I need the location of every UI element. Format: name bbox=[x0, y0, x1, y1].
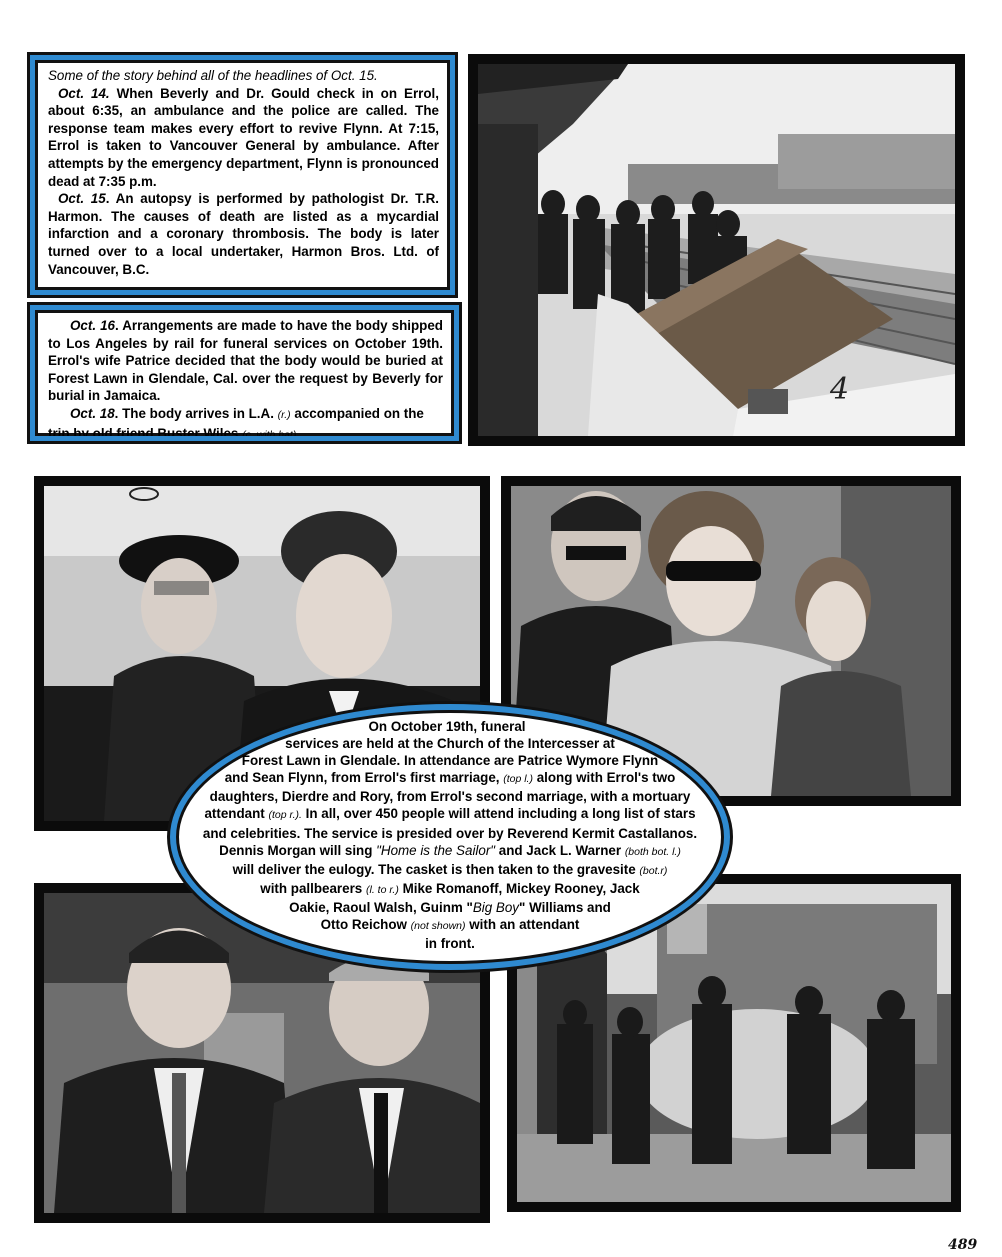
caption-line-11 bbox=[180, 899, 720, 916]
caption-line-8 bbox=[180, 842, 720, 861]
caption-line-9a: will deliver the eulogy. The casket is then taken to the gravesite bbox=[232, 861, 640, 877]
caption-line-7: and celebrities. The service is presided over by Reverend Kermit Castallanos. bbox=[202, 825, 698, 841]
caption-line-11a: Oakie, Raoul Walsh, Guinm " bbox=[289, 899, 473, 915]
oct18-note-right: (r.) bbox=[277, 408, 291, 421]
caption-line-10a: with pallbearers bbox=[260, 880, 366, 896]
oct18-text: . The body arrives in L.A. bbox=[114, 405, 278, 421]
caption-line-9 bbox=[180, 861, 720, 880]
date-oct18: Oct. 18 bbox=[70, 405, 115, 421]
funeral-caption-text bbox=[180, 718, 720, 952]
caption-note-top-right: (top r.). bbox=[268, 809, 302, 822]
caption-line-6 bbox=[180, 805, 720, 824]
caption-nickname: Big Boy bbox=[472, 899, 520, 915]
caption-note-top-left: (top l.) bbox=[503, 773, 533, 786]
headline-story-box bbox=[36, 61, 449, 289]
caption-line-2: services are held at the Church of the Intercesser at bbox=[285, 736, 615, 752]
date-oct16: Oct. 16 bbox=[70, 318, 115, 333]
shipping-story-box bbox=[36, 311, 453, 441]
intro-line: Some of the story behind all of the headlines of Oct. 15. bbox=[48, 68, 378, 83]
caption-note-not-shown: (not shown) bbox=[410, 920, 466, 933]
caption-line-5: daughters, Dierdre and Rory, from Errol's second marriage, with a mortuary bbox=[209, 789, 691, 805]
caption-line-10 bbox=[180, 880, 720, 899]
page-number: 489 bbox=[948, 1237, 978, 1253]
oct18-end: . bbox=[296, 425, 301, 441]
caption-line-4a: and Sean Flynn, from Errol's first marriage, bbox=[224, 770, 504, 786]
caption-line-8a: Dennis Morgan will sing bbox=[219, 842, 377, 858]
caption-line-11b: " Williams and bbox=[519, 899, 611, 915]
caption-line-3: Forest Lawn in Glendale. In attendance are Patrice Wymore Flynn bbox=[241, 753, 659, 769]
caption-note-bottom-right: (bot.r) bbox=[639, 864, 668, 877]
caption-line-10b: Mike Romanoff, Mickey Rooney, Jack bbox=[398, 880, 640, 896]
oct18-note-hat: (c. with hat) bbox=[242, 428, 297, 441]
caption-line-12b: with an attendant bbox=[465, 917, 580, 933]
oct18-text-2: accompanied on the trip by old friend Buster Wiles bbox=[48, 405, 424, 441]
caption-song-title: "Home is the Sailor" bbox=[376, 842, 496, 858]
caption-line-12a: Otto Reichow bbox=[320, 917, 411, 933]
photo-train-station-frame bbox=[468, 54, 965, 446]
photo-casket-arrival bbox=[478, 64, 955, 436]
oct14-text: When Beverly and Dr. Gould check in on Errol, about 6:35, an ambulance and the police are called. The response team makes every effort to revive Flynn. At 7:15, Errol is taken to Vancouver General by ambulance. After attempts by the emergency department, Flynn is pronounced dead at 7:35 p.m. bbox=[48, 85, 439, 189]
date-oct15: Oct. 15 bbox=[58, 191, 106, 207]
caption-note-left-to-right: (l. to r.) bbox=[365, 883, 399, 896]
oct16-text: . Arrangements are made to have the body shipped to Los Angeles by rail for funeral services on October 19th. Errol's wife Patrice decided that the body would be buried at Forest Lawn in Glendale, Cal. over the request by Beverly for burial in Jamaica. bbox=[48, 318, 443, 404]
caption-line-12 bbox=[180, 916, 720, 935]
caption-line-1: On October 19th, funeral bbox=[368, 719, 526, 734]
caption-line-4b: along with Errol's two bbox=[532, 770, 676, 786]
caption-line-13: in front. bbox=[425, 936, 475, 952]
caption-line-4 bbox=[180, 769, 720, 788]
caption-line-6a: attendant bbox=[204, 806, 269, 822]
photo-mark: 4 bbox=[830, 372, 850, 407]
caption-line-8b: and Jack L. Warner bbox=[495, 842, 625, 858]
caption-note-bottom-left: (both bot. l.) bbox=[624, 845, 681, 858]
caption-line-6b: In all, over 450 people will attend including a long list of stars bbox=[301, 806, 696, 822]
date-oct14: Oct. 14. bbox=[58, 85, 110, 101]
oct15-text: . An autopsy is performed by pathologist Dr. T.R. Harmon. The causes of death are listed as a mycardial infarction and a coronary thrombosis. The body is later turned over to a local undertaker, Harmon Bros. Ltd. of Vancouver, B.C. bbox=[48, 191, 439, 277]
